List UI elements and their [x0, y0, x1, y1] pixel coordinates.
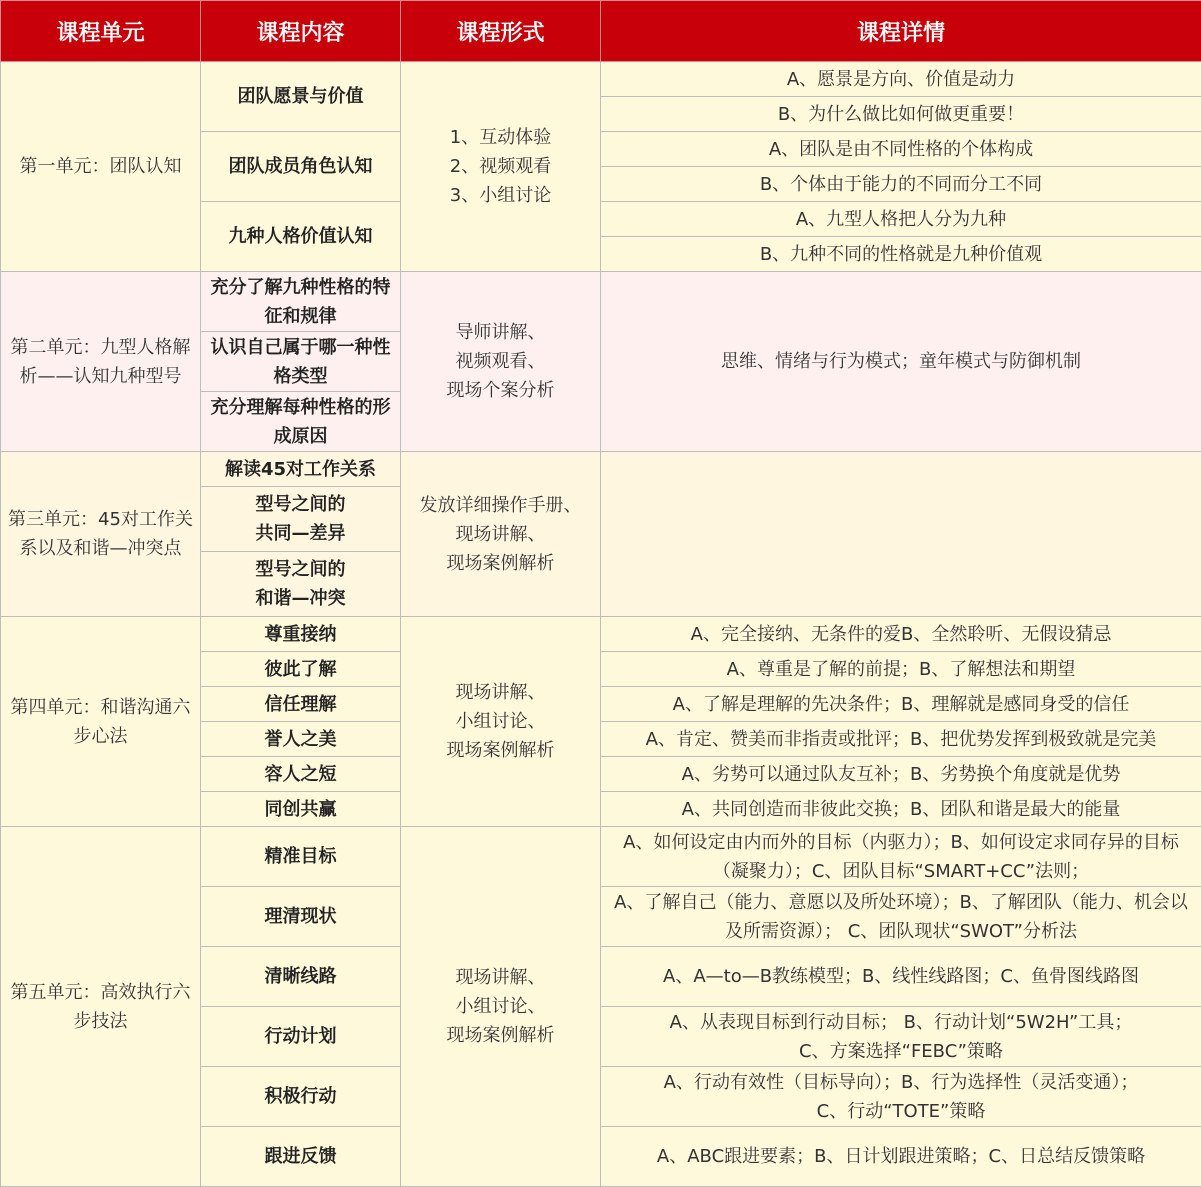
header-format: 课程形式	[401, 1, 601, 62]
table-row	[1, 452, 1201, 487]
unit-3-topic: 型号之间的 共同—差异	[201, 487, 401, 552]
unit-5-detail: A、如何设定由内而外的目标（内驱力）；B、如何设定求同存异的目标（凝聚力）；C、团队目标“SMART+CC”法则；	[601, 827, 1201, 887]
unit-4-topic: 容人之短	[201, 757, 401, 792]
unit-4-topic: 尊重接纳	[201, 617, 401, 652]
unit-2-name: 第二单元：九型人格解析——认知九种型号	[1, 272, 201, 452]
unit-5-topic: 积极行动	[201, 1067, 401, 1127]
unit-1-detail: A、愿景是方向、价值是动力	[601, 62, 1201, 97]
unit-4-detail: A、完全接纳、无条件的爱B、全然聆听、无假设猜忌	[601, 617, 1201, 652]
unit-4-detail: A、共同创造而非彼此交换；B、团队和谐是最大的能量	[601, 792, 1201, 827]
unit-3-format: 发放详细操作手册、 现场讲解、 现场案例解析	[401, 452, 601, 617]
unit-2-topic: 充分理解每种性格的形成原因	[201, 392, 401, 452]
unit-5-topic: 跟进反馈	[201, 1127, 401, 1187]
table-row	[1, 617, 1201, 652]
unit-4-detail: A、了解是理解的先决条件；B、理解就是感同身受的信任	[601, 687, 1201, 722]
unit-3-topic: 型号之间的 和谐—冲突	[201, 552, 401, 617]
unit-3-detail-empty	[601, 452, 1201, 617]
unit-5-topic: 精准目标	[201, 827, 401, 887]
unit-4-topic: 彼此了解	[201, 652, 401, 687]
header-content: 课程内容	[201, 1, 401, 62]
unit-3-topic: 解读45对工作关系	[201, 452, 401, 487]
unit-1-detail: A、九型人格把人分为九种	[601, 202, 1201, 237]
unit-4-detail: A、肯定、赞美而非指责或批评；B、把优势发挥到极致就是完美	[601, 722, 1201, 757]
unit-5-topic: 行动计划	[201, 1007, 401, 1067]
table-row	[1, 272, 1201, 332]
unit-5-detail: A、行动有效性（目标导向）；B、行为选择性（灵活变通）； C、行动“TOTE”策略	[601, 1067, 1201, 1127]
unit-5-detail: A、了解自己（能力、意愿以及所处环境）；B、了解团队（能力、机会以及所需资源）； C、团队现状“SWOT”分析法	[601, 887, 1201, 947]
unit-5-detail: A、ABC跟进要素；B、日计划跟进策略；C、日总结反馈策略	[601, 1127, 1201, 1187]
unit-5-format: 现场讲解、 小组讨论、 现场案例解析	[401, 827, 601, 1187]
unit-4-topic: 誉人之美	[201, 722, 401, 757]
unit-3-name: 第三单元：45对工作关系以及和谐—冲突点	[1, 452, 201, 617]
unit-1-detail: B、为什么做比如何做更重要！	[601, 97, 1201, 132]
unit-5-detail: A、A—to—B教练模型；B、线性线路图；C、鱼骨图线路图	[601, 947, 1201, 1007]
unit-4-topic: 同创共赢	[201, 792, 401, 827]
unit-4-topic: 信任理解	[201, 687, 401, 722]
unit-4-detail: A、劣势可以通过队友互补；B、劣势换个角度就是优势	[601, 757, 1201, 792]
unit-5-topic: 理清现状	[201, 887, 401, 947]
unit-1-detail: B、九种不同的性格就是九种价值观	[601, 237, 1201, 272]
unit-2-format: 导师讲解、 视频观看、 现场个案分析	[401, 272, 601, 452]
unit-5-name: 第五单元：高效执行六步技法	[1, 827, 201, 1187]
unit-5-topic: 清晰线路	[201, 947, 401, 1007]
header-unit: 课程单元	[1, 1, 201, 62]
unit-2-detail: 思维、情绪与行为模式；童年模式与防御机制	[601, 272, 1201, 452]
unit-1-topic: 团队成员角色认知	[201, 132, 401, 202]
unit-4-name: 第四单元：和谐沟通六步心法	[1, 617, 201, 827]
unit-1-name: 第一单元：团队认知	[1, 62, 201, 272]
unit-1-format: 1、互动体验 2、视频观看 3、小组讨论	[401, 62, 601, 272]
unit-1-topic: 团队愿景与价值	[201, 62, 401, 132]
unit-1-detail: A、团队是由不同性格的个体构成	[601, 132, 1201, 167]
header-details: 课程详情	[601, 1, 1201, 62]
unit-4-format: 现场讲解、 小组讨论、 现场案例解析	[401, 617, 601, 827]
table-row	[1, 827, 1201, 887]
unit-5-detail: A、从表现目标到行动目标； B、行动计划“5W2H”工具； C、方案选择“FEBC”策略	[601, 1007, 1201, 1067]
table-row	[1, 62, 1201, 97]
header-row	[1, 1, 1201, 62]
unit-2-topic: 充分了解九种性格的特征和规律	[201, 272, 401, 332]
unit-1-detail: B、个体由于能力的不同而分工不同	[601, 167, 1201, 202]
unit-4-detail: A、尊重是了解的前提；B、了解想法和期望	[601, 652, 1201, 687]
unit-1-topic: 九种人格价值认知	[201, 202, 401, 272]
unit-2-topic: 认识自己属于哪一种性格类型	[201, 332, 401, 392]
